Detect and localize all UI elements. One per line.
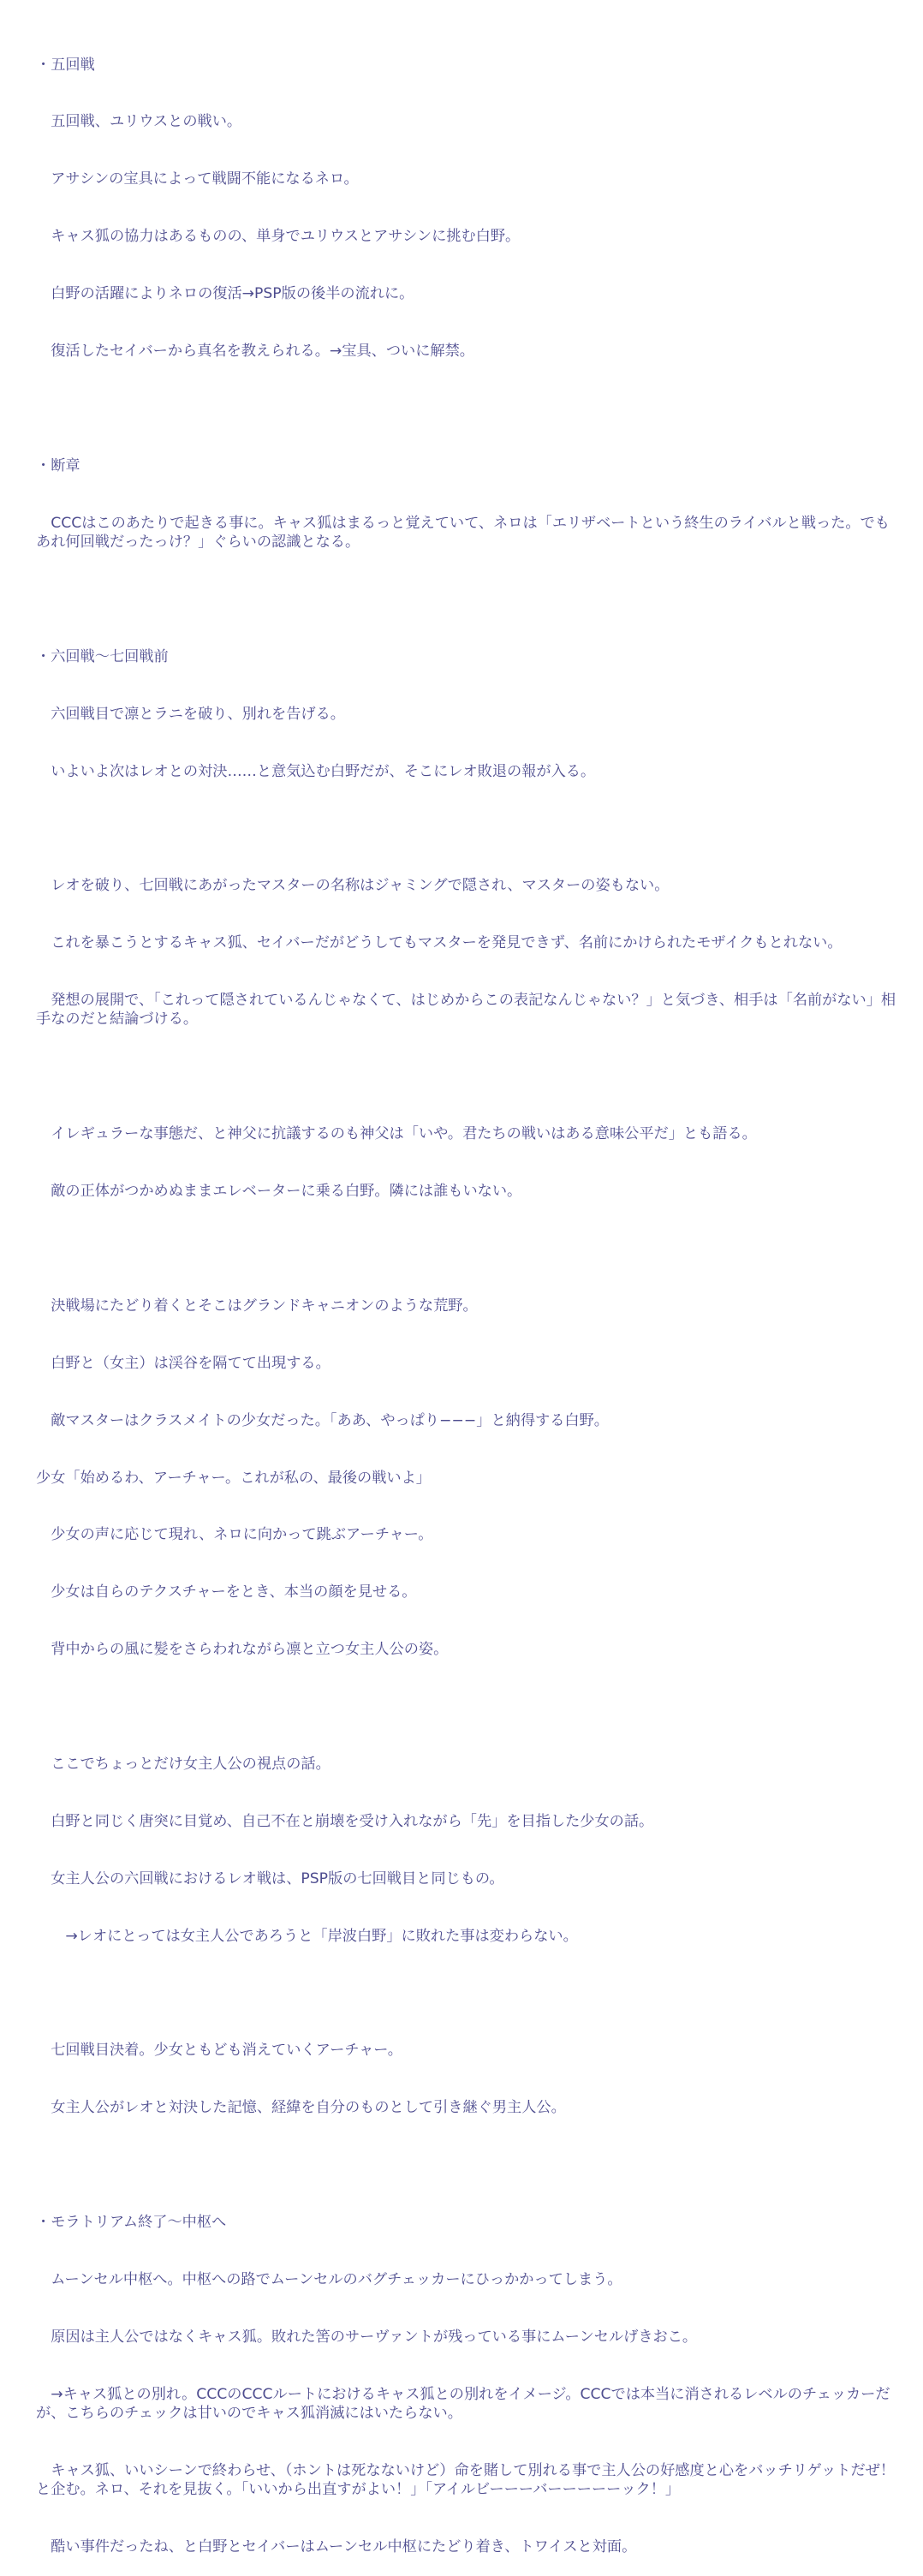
text-line: →レオにとっては女主人公であろうと「岸波白野」に敗れた事は変わらない。 (36, 1927, 578, 1945)
blank-line (36, 590, 901, 609)
text-line: 少女の声に応じて現れ、ネロに向かって跳ぶアーチャー。 (36, 1526, 433, 1544)
blank-line (36, 1067, 901, 1086)
text-line: 白野と同じく唐突に目覚め、自己不在と崩壊を受け入れながら「先」を目指した少女の話。 (36, 1812, 654, 1830)
blank-line (36, 819, 901, 838)
text-line: イレギュラーな事態だ、と神父に抗議するのも神父は「いや。君たちの戦いはある意味公平だ」とも語る。 (36, 1125, 757, 1143)
text-line: 決戦場にたどり着くとそこはグランドキャニオンのような荒野。 (36, 1297, 478, 1315)
text-line: 敵マスターはクラスメイトの少女だった。「ああ、やっぱり−−−」と納得する白野。 (36, 1411, 609, 1429)
blank-line (36, 1239, 901, 1258)
text-line: 白野の活躍によりネロの復活→PSP版の後半の流れに。 (36, 285, 414, 303)
blank-line (36, 1984, 901, 2003)
dialogue-line: 少女「始めるわ、アーチャー。これが私の、最後の戦いよ」 (36, 1469, 431, 1487)
heading-interlude: ・断章 (36, 456, 80, 474)
text-line: 六回戦目で凛とラニを破り、別れを告げる。 (36, 705, 345, 723)
text-line: 背中からの風に髪をさらわれながら凛と立つ女主人公の姿。 (36, 1641, 449, 1659)
text-line: 七回戦目決着。少女ともども消えていくアーチャー。 (36, 2042, 402, 2060)
text-line: キャス狐の協力はあるものの、単身でユリウスとアサシンに挑む白野。 (36, 228, 521, 246)
text-line: アサシンの宝具によって戦闘不能になるネロ。 (36, 170, 359, 188)
text-line: 五回戦、ユリウスとの戦い。 (36, 113, 242, 131)
text-line: 敵の正体がつかめぬままエレベーターに乗る白野。隣には誰もいない。 (36, 1183, 522, 1201)
text-line: 女主人公の六回戦におけるレオ戦は、PSP版の七回戦目と同じもの。 (36, 1869, 504, 1887)
blank-line (36, 2156, 901, 2174)
text-line: いよいよ次はレオとの対決……と意気込む白野だが、そこにレオ敗退の報が入る。 (36, 762, 596, 780)
document-body (36, 17, 901, 2576)
text-line: ここでちょっとだけ女主人公の視点の話。 (36, 1756, 330, 1774)
text-line: 少女は自らのテクスチャーをとき、本当の顔を見せる。 (36, 1583, 417, 1601)
text-line: 酷い事件だったね、と白野とセイバーはムーンセル中枢にたどり着き、トワイスと対面。 (36, 2538, 637, 2556)
heading-round6-7: ・六回戦〜七回戦前 (36, 647, 169, 665)
heading-round5: ・五回戦 (36, 56, 95, 74)
text-line: 原因は主人公ではなくキャス狐。敗れた筈のサーヴァントが残っている事にムーンセルげきおこ。 (36, 2328, 698, 2346)
text-paragraph: CCCはこのあたりで起きる事に。キャス狐はまるっと覚えていて、ネロは「エリザベートという終生のライバルと戦った。でもあれ何回戦だったっけ？」ぐらいの認識となる。 (36, 514, 890, 552)
text-line: 復活したセイバーから真名を教えられる。→宝具、ついに解禁。 (36, 343, 474, 361)
text-paragraph: これを暴こうとするキャス狐、セイバーだがどうしてもマスターを発見できず、名前にかけられたモザイクもとれない。 (36, 934, 843, 952)
text-paragraph: →キャス狐との別れ。CCCのCCCルートにおけるキャス狐との別れをイメージ。CCCでは本当に消されるレベルのチェッカーだが、こちらのチェックは甘いのでキャス狐消滅にはいたらない。 (36, 2385, 890, 2423)
text-line: 白野と（女主）は渓谷を隔てて出現する。 (36, 1354, 330, 1372)
blank-line (36, 399, 901, 418)
text-paragraph: 発想の展開で、「これって隠されているんじゃなくて、はじめからこの表記なんじゃない？」と気づき、相手は「名前がない」相手なのだと結論づける。 (36, 992, 896, 1029)
text-paragraph: キャス狐、いいシーンで終わらせ、（ホントは死なないけど）命を賭して別れる事で主人公の好感度と心をバッチリゲットだぜ！と企む。ネロ、それを見抜く。「いいから出直すがよい！」「アイルビーーーバーーーーーック！」 (36, 2462, 896, 2499)
text-line: レオを破り、七回戦にあがったマスターの名称はジャミングで隠され、マスターの姿もない。 (36, 877, 670, 895)
text-line: 女主人公がレオと対決した記憶、経緯を自分のものとして引き継ぐ男主人公。 (36, 2099, 566, 2117)
heading-moratorium-end: ・モラトリアム終了〜中枢へ (36, 2214, 227, 2232)
text-line: ムーンセル中枢へ。中枢への路でムーンセルのバグチェッカーにひっかかってしまう。 (36, 2271, 622, 2289)
blank-line (36, 1697, 901, 1716)
